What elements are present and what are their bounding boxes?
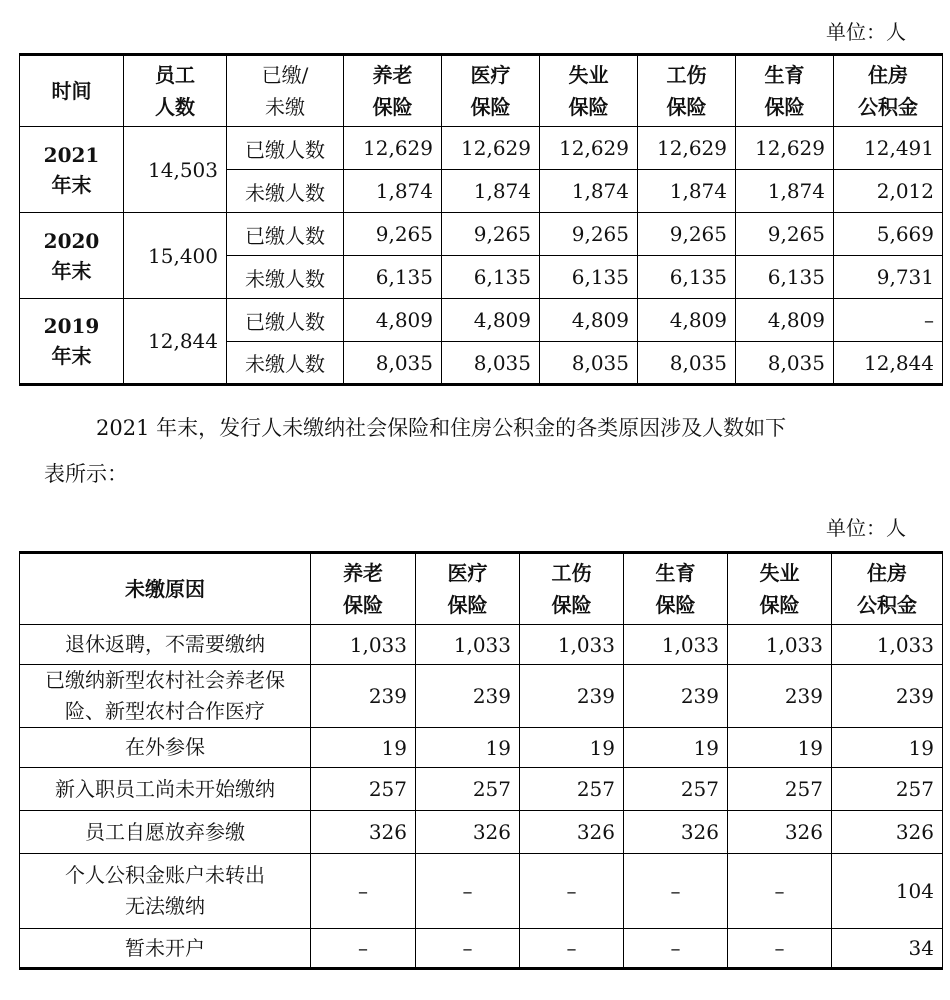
col-header-injury: 工伤 保险 bbox=[520, 553, 624, 625]
value-cell: 6,135 bbox=[344, 256, 442, 299]
explanatory-paragraph bbox=[44, 405, 924, 497]
paragraph-line-1: 2021 年末，发行人未缴纳社会保险和住房公积金的各类原因涉及人数如下 bbox=[96, 416, 787, 440]
value-cell: 12,844 bbox=[834, 342, 943, 385]
value-cell: – bbox=[311, 854, 416, 929]
value-cell: 1,874 bbox=[344, 170, 442, 213]
value-cell: 9,265 bbox=[344, 213, 442, 256]
value-cell: 1,033 bbox=[624, 625, 728, 665]
value-cell: 34 bbox=[832, 929, 943, 969]
value-cell: 9,731 bbox=[834, 256, 943, 299]
col-header-employees: 员工 人数 bbox=[124, 55, 227, 127]
value-cell: 326 bbox=[520, 811, 624, 854]
employee-count-cell: 15,400 bbox=[124, 213, 227, 299]
value-cell: 8,035 bbox=[540, 342, 638, 385]
status-cell: 已缴人数 bbox=[227, 299, 344, 342]
value-cell: 4,809 bbox=[540, 299, 638, 342]
col-header-pension: 养老 保险 bbox=[311, 553, 416, 625]
value-cell: – bbox=[520, 854, 624, 929]
value-cell: – bbox=[416, 854, 520, 929]
value-cell: 9,265 bbox=[442, 213, 540, 256]
value-cell: 2,012 bbox=[834, 170, 943, 213]
value-cell: 239 bbox=[624, 665, 728, 728]
value-cell: 239 bbox=[311, 665, 416, 728]
col-header-time: 时间 bbox=[20, 55, 124, 127]
col-header-housing-fund: 住房 公积金 bbox=[834, 55, 943, 127]
value-cell: 19 bbox=[311, 728, 416, 768]
value-cell: 8,035 bbox=[344, 342, 442, 385]
year-cell: 2020 年末 bbox=[20, 213, 124, 299]
value-cell: 8,035 bbox=[638, 342, 736, 385]
value-cell: 5,669 bbox=[834, 213, 943, 256]
value-cell: 19 bbox=[624, 728, 728, 768]
table-row bbox=[20, 728, 943, 768]
value-cell: 8,035 bbox=[736, 342, 834, 385]
table-row bbox=[20, 665, 943, 728]
value-cell: 257 bbox=[520, 768, 624, 811]
table-row bbox=[20, 127, 943, 170]
value-cell: 4,809 bbox=[638, 299, 736, 342]
value-cell: 9,265 bbox=[638, 213, 736, 256]
reason-cell: 员工自愿放弃参缴 bbox=[20, 811, 311, 854]
value-cell: 19 bbox=[416, 728, 520, 768]
table-row bbox=[20, 768, 943, 811]
value-cell: 257 bbox=[624, 768, 728, 811]
paragraph-line-2: 表所示： bbox=[44, 462, 128, 486]
value-cell: 1,033 bbox=[832, 625, 943, 665]
value-cell: 6,135 bbox=[442, 256, 540, 299]
table-row bbox=[20, 811, 943, 854]
value-cell: 326 bbox=[416, 811, 520, 854]
col-header-reason: 未缴原因 bbox=[20, 553, 311, 625]
year-cell: 2019 年末 bbox=[20, 299, 124, 385]
table-row bbox=[20, 213, 943, 256]
value-cell: 1,033 bbox=[416, 625, 520, 665]
value-cell: 9,265 bbox=[736, 213, 834, 256]
status-cell: 已缴人数 bbox=[227, 127, 344, 170]
employee-count-cell: 12,844 bbox=[124, 299, 227, 385]
value-cell: 9,265 bbox=[540, 213, 638, 256]
value-cell: 104 bbox=[832, 854, 943, 929]
col-header-unemployment: 失业 保险 bbox=[728, 553, 832, 625]
unit-label: 单位：人 bbox=[826, 516, 906, 540]
insurance-payment-table bbox=[19, 53, 943, 386]
value-cell: 8,035 bbox=[442, 342, 540, 385]
year-cell: 2021 年末 bbox=[20, 127, 124, 213]
value-cell: 326 bbox=[311, 811, 416, 854]
reason-cell: 在外参保 bbox=[20, 728, 311, 768]
value-cell: – bbox=[416, 929, 520, 969]
value-cell: 1,874 bbox=[736, 170, 834, 213]
value-cell: 239 bbox=[416, 665, 520, 728]
value-cell: 239 bbox=[728, 665, 832, 728]
value-cell: – bbox=[624, 854, 728, 929]
value-cell: 12,629 bbox=[638, 127, 736, 170]
value-cell: 239 bbox=[520, 665, 624, 728]
col-header-unemployment: 失业 保险 bbox=[540, 55, 638, 127]
col-header-injury: 工伤 保险 bbox=[638, 55, 736, 127]
table-row bbox=[20, 625, 943, 665]
value-cell: 19 bbox=[728, 728, 832, 768]
value-cell: – bbox=[728, 854, 832, 929]
value-cell: 326 bbox=[624, 811, 728, 854]
value-cell: 257 bbox=[311, 768, 416, 811]
value-cell: 6,135 bbox=[540, 256, 638, 299]
reason-cell: 个人公积金账户未转出 无法缴纳 bbox=[20, 854, 311, 929]
status-cell: 已缴人数 bbox=[227, 213, 344, 256]
col-header-medical: 医疗 保险 bbox=[416, 553, 520, 625]
value-cell: 1,033 bbox=[311, 625, 416, 665]
table-row bbox=[20, 854, 943, 929]
value-cell: 6,135 bbox=[638, 256, 736, 299]
value-cell: 12,629 bbox=[442, 127, 540, 170]
col-header-medical: 医疗 保险 bbox=[442, 55, 540, 127]
value-cell: 4,809 bbox=[736, 299, 834, 342]
col-header-maternity: 生育 保险 bbox=[624, 553, 728, 625]
employee-count-cell: 14,503 bbox=[124, 127, 227, 213]
value-cell: 12,629 bbox=[736, 127, 834, 170]
value-cell: 4,809 bbox=[442, 299, 540, 342]
value-cell: 326 bbox=[728, 811, 832, 854]
value-cell: 1,874 bbox=[442, 170, 540, 213]
value-cell: 257 bbox=[728, 768, 832, 811]
value-cell: 12,491 bbox=[834, 127, 943, 170]
table-row bbox=[20, 299, 943, 342]
status-cell: 未缴人数 bbox=[227, 256, 344, 299]
unit-label: 单位：人 bbox=[826, 20, 906, 44]
value-cell: 257 bbox=[416, 768, 520, 811]
value-cell: – bbox=[311, 929, 416, 969]
col-header-pension: 养老 保险 bbox=[344, 55, 442, 127]
table-row bbox=[20, 929, 943, 969]
value-cell: – bbox=[520, 929, 624, 969]
value-cell: – bbox=[624, 929, 728, 969]
value-cell: 1,874 bbox=[638, 170, 736, 213]
value-cell: 1,033 bbox=[728, 625, 832, 665]
value-cell: 326 bbox=[832, 811, 943, 854]
status-cell: 未缴人数 bbox=[227, 170, 344, 213]
value-cell: 257 bbox=[832, 768, 943, 811]
col-header-housing-fund: 住房 公积金 bbox=[832, 553, 943, 625]
reason-cell: 新入职员工尚未开始缴纳 bbox=[20, 768, 311, 811]
col-header-status: 已缴/ 未缴 bbox=[227, 55, 344, 127]
value-cell: 12,629 bbox=[540, 127, 638, 170]
reason-cell: 已缴纳新型农村社会养老保 险、新型农村合作医疗 bbox=[20, 665, 311, 728]
value-cell: 4,809 bbox=[344, 299, 442, 342]
value-cell: 1,874 bbox=[540, 170, 638, 213]
unpaid-reasons-table bbox=[19, 551, 943, 970]
value-cell: 1,033 bbox=[520, 625, 624, 665]
value-cell: – bbox=[834, 299, 943, 342]
status-cell: 未缴人数 bbox=[227, 342, 344, 385]
value-cell: 12,629 bbox=[344, 127, 442, 170]
reason-cell: 暂未开户 bbox=[20, 929, 311, 969]
value-cell: 19 bbox=[832, 728, 943, 768]
reason-cell: 退休返聘，不需要缴纳 bbox=[20, 625, 311, 665]
value-cell: 6,135 bbox=[736, 256, 834, 299]
value-cell: 19 bbox=[520, 728, 624, 768]
value-cell: – bbox=[728, 929, 832, 969]
value-cell: 239 bbox=[832, 665, 943, 728]
col-header-maternity: 生育 保险 bbox=[736, 55, 834, 127]
